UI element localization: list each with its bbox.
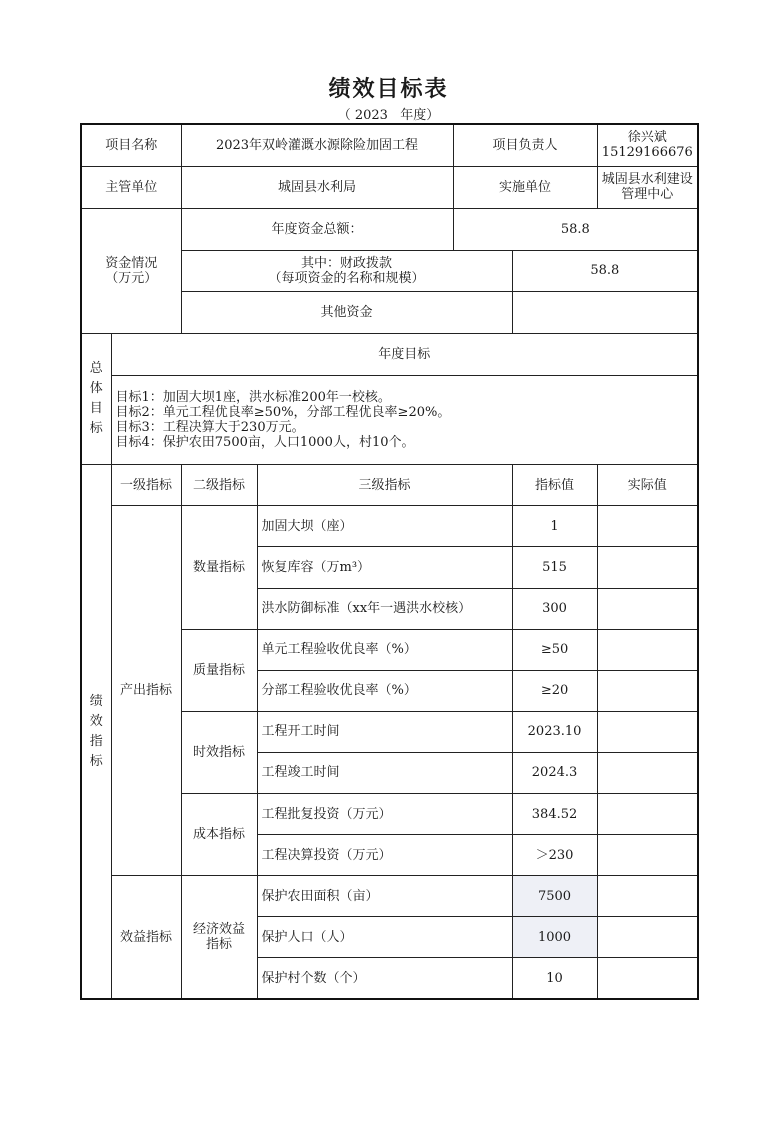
implementer-label: 实施单位 <box>453 166 597 208</box>
goal-line: 目标3：工程决算大于230万元。 <box>115 420 305 436</box>
overall-goal-label: 总体目标 <box>81 333 111 464</box>
indicator-value: 300 <box>512 588 597 629</box>
goal-line: 目标4：保护农田7500亩，人口1000人，村10个。 <box>115 435 415 451</box>
cost-indicator-label: 成本指标 <box>181 794 257 876</box>
time-indicator-label: 时效指标 <box>181 711 257 793</box>
indicator-actual <box>597 629 698 670</box>
department-value: 城固县水利局 <box>181 166 453 208</box>
funds-label: 资金情况 （万元） <box>81 208 181 333</box>
indicator-value: 10 <box>512 958 597 999</box>
indicator-value: 1000 <box>512 917 597 958</box>
overall-heading-row <box>81 333 698 375</box>
indicator-value: 7500 <box>512 876 597 917</box>
indicator-value: 384.52 <box>512 794 597 835</box>
indicator-name: 恢复库容（万m³） <box>257 547 512 588</box>
table-row <box>81 506 698 547</box>
page-title: 绩效目标表 <box>328 77 449 102</box>
table-row <box>81 876 698 917</box>
project-owner-value: 徐兴斌 15129166676 <box>597 124 698 166</box>
economic-benefit-label: 经济效益 指标 <box>181 876 257 999</box>
indicator-name: 分部工程验收优良率（%） <box>257 670 512 711</box>
indicator-actual <box>597 835 698 876</box>
funds-other-value <box>512 291 698 333</box>
indicator-name: 工程批复投资（万元） <box>257 794 512 835</box>
overall-goals-row <box>81 376 698 465</box>
indicator-actual <box>597 752 698 793</box>
level2-header: 二级指标 <box>181 465 257 506</box>
indicator-value: 2024.3 <box>512 752 597 793</box>
indicator-actual <box>597 794 698 835</box>
indicator-actual <box>597 876 698 917</box>
indicator-name: 单元工程验收优良率（%） <box>257 629 512 670</box>
indicator-value: ≥50 <box>512 629 597 670</box>
indicator-name: 工程竣工时间 <box>257 752 512 793</box>
year-line: （ 2023 年度） <box>337 108 440 123</box>
indicator-actual <box>597 958 698 999</box>
indicator-actual <box>597 506 698 547</box>
indicator-value: 1 <box>512 506 597 547</box>
performance-target-table <box>80 123 699 1000</box>
indicator-value: 2023.10 <box>512 711 597 752</box>
indicator-value: ≥20 <box>512 670 597 711</box>
indicator-name: 保护农田面积（亩） <box>257 876 512 917</box>
funds-total-value: 58.8 <box>453 208 698 250</box>
level1-header: 一级指标 <box>111 465 181 506</box>
project-name-value: 2023年双岭灌溉水源除险加固工程 <box>181 124 453 166</box>
indicator-name: 工程开工时间 <box>257 711 512 752</box>
indicator-actual <box>597 711 698 752</box>
department-label: 主管单位 <box>81 166 181 208</box>
indicator-actual <box>597 547 698 588</box>
quantity-indicator-label: 数量指标 <box>181 506 257 629</box>
indicator-name: 保护人口（人） <box>257 917 512 958</box>
funds-fiscal-label: 其中：财政拨款 （每项资金的名称和规模） <box>181 250 512 291</box>
benefit-indicator-label: 效益指标 <box>111 876 181 999</box>
implementer-value: 城固县水利建设管理中心 <box>597 166 698 208</box>
indicator-value: 515 <box>512 547 597 588</box>
project-name-row <box>81 124 698 166</box>
value-header: 指标值 <box>512 465 597 506</box>
performance-indicator-label: 绩效指标 <box>81 465 111 999</box>
project-name-label: 项目名称 <box>81 124 181 166</box>
annual-goal-heading: 年度目标 <box>111 333 698 375</box>
indicator-actual <box>597 917 698 958</box>
indicator-name: 洪水防御标准（xx年一遇洪水校核） <box>257 588 512 629</box>
funds-other-label: 其他资金 <box>181 291 512 333</box>
project-owner-label: 项目负责人 <box>453 124 597 166</box>
department-row <box>81 166 698 208</box>
indicator-name: 加固大坝（座） <box>257 506 512 547</box>
goal-line: 目标1：加固大坝1座，洪水标准200年一校核。 <box>115 390 391 406</box>
indicator-header-row <box>81 465 698 506</box>
quality-indicator-label: 质量指标 <box>181 629 257 711</box>
output-indicator-label: 产出指标 <box>111 506 181 876</box>
indicator-name: 保护村个数（个） <box>257 958 512 999</box>
funds-fiscal-value: 58.8 <box>512 250 698 291</box>
annual-goals-text <box>111 376 698 465</box>
indicator-value: ＞230 <box>512 835 597 876</box>
actual-header: 实际值 <box>597 465 698 506</box>
funds-total-row <box>81 208 698 250</box>
goal-line: 目标2：单元工程优良率≥50%，分部工程优良率≥20%。 <box>115 405 451 421</box>
level3-header: 三级指标 <box>257 465 512 506</box>
indicator-actual <box>597 670 698 711</box>
indicator-name: 工程决算投资（万元） <box>257 835 512 876</box>
indicator-actual <box>597 588 698 629</box>
funds-total-label: 年度资金总额： <box>181 208 453 250</box>
